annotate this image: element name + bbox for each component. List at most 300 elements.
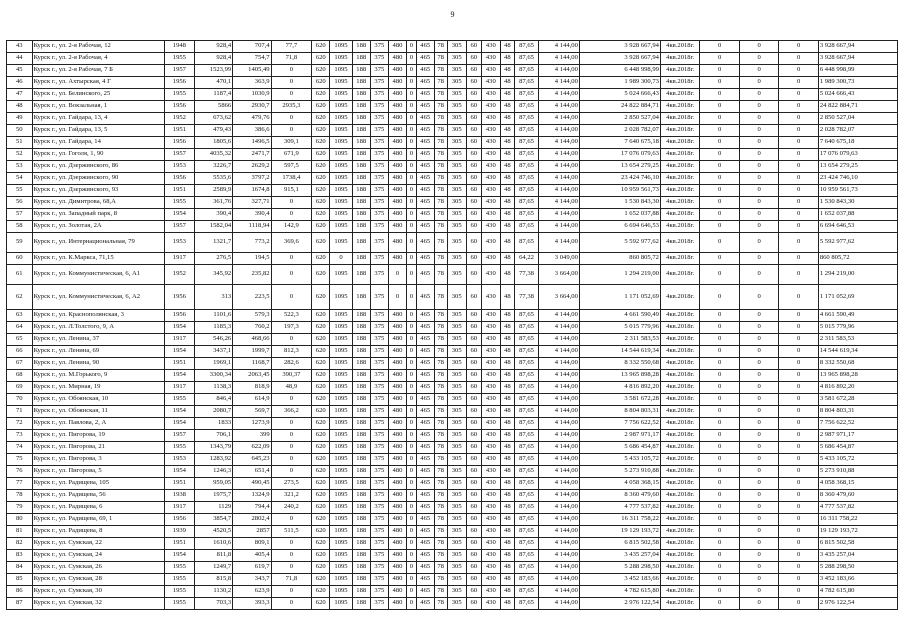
cell-k: 78 (434, 394, 447, 406)
cell-e: 1095 (330, 514, 352, 526)
cell-b: 1324,9 (233, 490, 271, 502)
cell-no: 70 (7, 394, 33, 406)
cell-n: 430 (481, 221, 500, 233)
table-row (7, 310, 898, 322)
cell-h: 480 (388, 502, 406, 514)
table-row (7, 185, 898, 197)
cell-f: 188 (352, 358, 370, 370)
cell-r: 7 756 622,52 (579, 418, 660, 430)
cell-addr: Курск г., ул. Дзержинского, 93 (32, 185, 164, 197)
cell-v: 0 (779, 125, 818, 137)
cell-e: 1095 (330, 233, 352, 253)
cell-year: 1951 (164, 478, 194, 490)
cell-w: 4 782 615,80 (818, 586, 897, 598)
cell-no: 58 (7, 221, 33, 233)
cell-no: 50 (7, 125, 33, 137)
cell-g: 375 (370, 233, 388, 253)
cell-t: 0 (700, 265, 739, 285)
cell-year: 1957 (164, 430, 194, 442)
cell-d: 620 (312, 346, 330, 358)
cell-g: 375 (370, 161, 388, 173)
cell-d: 620 (312, 41, 330, 53)
cell-o: 48 (500, 442, 514, 454)
cell-l: 305 (447, 221, 466, 233)
cell-o: 48 (500, 125, 514, 137)
cell-year: 1956 (164, 285, 194, 310)
cell-l: 305 (447, 574, 466, 586)
cell-l: 305 (447, 526, 466, 538)
cell-year: 1955 (164, 394, 194, 406)
cell-m: 60 (466, 358, 481, 370)
cell-h: 480 (388, 221, 406, 233)
cell-t: 0 (700, 221, 739, 233)
cell-l: 305 (447, 442, 466, 454)
cell-d: 620 (312, 466, 330, 478)
cell-year: 1954 (164, 209, 194, 221)
cell-q: 4 144,00 (539, 514, 580, 526)
cell-k: 78 (434, 285, 447, 310)
table-row (7, 149, 898, 161)
cell-e: 1095 (330, 538, 352, 550)
cell-no: 49 (7, 113, 33, 125)
cell-f: 188 (352, 137, 370, 149)
cell-l: 305 (447, 478, 466, 490)
cell-m: 60 (466, 442, 481, 454)
cell-addr: Курск г., ул. Ахтырская, 4 Г (32, 77, 164, 89)
cell-n: 430 (481, 89, 500, 101)
cell-p: 87,65 (514, 149, 539, 161)
cell-no: 81 (7, 526, 33, 538)
cell-k: 78 (434, 125, 447, 137)
cell-b: 479,76 (233, 113, 271, 125)
table-row (7, 334, 898, 346)
cell-year: 1951 (164, 538, 194, 550)
cell-c: 915,1 (271, 185, 312, 197)
table-row (7, 466, 898, 478)
cell-e: 1095 (330, 149, 352, 161)
cell-k: 78 (434, 514, 447, 526)
cell-c: 1738,4 (271, 173, 312, 185)
cell-r: 3 928 667,94 (579, 41, 660, 53)
cell-w: 17 076 079,63 (818, 149, 897, 161)
cell-w: 3 928 667,94 (818, 53, 897, 65)
table-row (7, 574, 898, 586)
cell-r: 1 294 219,00 (579, 265, 660, 285)
cell-l: 305 (447, 562, 466, 574)
cell-i: 0 (407, 478, 417, 490)
table-row (7, 526, 898, 538)
cell-g: 375 (370, 574, 388, 586)
table-row (7, 285, 898, 310)
cell-no: 51 (7, 137, 33, 149)
cell-f: 188 (352, 185, 370, 197)
cell-i: 0 (407, 197, 417, 209)
cell-r: 23 424 746,10 (579, 173, 660, 185)
cell-a: 345,92 (194, 265, 232, 285)
cell-no: 47 (7, 89, 33, 101)
cell-j: 465 (416, 197, 434, 209)
cell-k: 78 (434, 89, 447, 101)
cell-k: 78 (434, 346, 447, 358)
cell-no: 46 (7, 77, 33, 89)
cell-e: 1095 (330, 41, 352, 53)
cell-e: 1095 (330, 77, 352, 89)
cell-r: 13 654 279,25 (579, 161, 660, 173)
cell-h: 480 (388, 185, 406, 197)
cell-i: 0 (407, 346, 417, 358)
cell-o: 48 (500, 346, 514, 358)
cell-f: 188 (352, 209, 370, 221)
cell-year: 1953 (164, 161, 194, 173)
cell-a: 1975,7 (194, 490, 232, 502)
cell-u: 0 (739, 454, 778, 466)
cell-i: 0 (407, 370, 417, 382)
cell-t: 0 (700, 574, 739, 586)
cell-m: 60 (466, 394, 481, 406)
cell-year: 1954 (164, 550, 194, 562)
cell-q: 4 144,00 (539, 209, 580, 221)
cell-d: 620 (312, 101, 330, 113)
cell-g: 375 (370, 334, 388, 346)
cell-p: 87,65 (514, 77, 539, 89)
cell-c: 282,6 (271, 358, 312, 370)
cell-w: 4 816 892,20 (818, 382, 897, 394)
cell-m: 60 (466, 454, 481, 466)
cell-n: 430 (481, 418, 500, 430)
cell-h: 480 (388, 322, 406, 334)
cell-d: 620 (312, 137, 330, 149)
cell-v: 0 (779, 137, 818, 149)
cell-i: 0 (407, 598, 417, 610)
cell-k: 78 (434, 598, 447, 610)
cell-d: 620 (312, 574, 330, 586)
cell-s: 4кв.2018г. (660, 197, 699, 209)
table-row (7, 233, 898, 253)
cell-a: 811,8 (194, 550, 232, 562)
cell-o: 48 (500, 161, 514, 173)
cell-s: 4кв.2018г. (660, 65, 699, 77)
cell-i: 0 (407, 334, 417, 346)
cell-u: 0 (739, 370, 778, 382)
cell-k: 78 (434, 53, 447, 65)
cell-m: 60 (466, 125, 481, 137)
cell-b: 3797,2 (233, 173, 271, 185)
cell-f: 188 (352, 454, 370, 466)
cell-n: 430 (481, 253, 500, 265)
cell-t: 0 (700, 113, 739, 125)
cell-l: 305 (447, 550, 466, 562)
cell-j: 465 (416, 406, 434, 418)
cell-i: 0 (407, 550, 417, 562)
cell-s: 4кв.2018г. (660, 550, 699, 562)
table-row (7, 253, 898, 265)
cell-j: 465 (416, 101, 434, 113)
cell-d: 620 (312, 502, 330, 514)
cell-d: 620 (312, 197, 330, 209)
cell-no: 74 (7, 442, 33, 454)
cell-t: 0 (700, 285, 739, 310)
cell-h: 480 (388, 101, 406, 113)
cell-q: 4 144,00 (539, 334, 580, 346)
cell-e: 1095 (330, 466, 352, 478)
cell-l: 305 (447, 209, 466, 221)
cell-u: 0 (739, 394, 778, 406)
cell-i: 0 (407, 418, 417, 430)
cell-c: 71,8 (271, 53, 312, 65)
cell-q: 4 144,00 (539, 454, 580, 466)
cell-i: 0 (407, 221, 417, 233)
cell-l: 305 (447, 310, 466, 322)
cell-f: 188 (352, 101, 370, 113)
cell-no: 76 (7, 466, 33, 478)
cell-b: 794,4 (233, 502, 271, 514)
cell-j: 465 (416, 490, 434, 502)
cell-h: 480 (388, 149, 406, 161)
cell-a: 4035,32 (194, 149, 232, 161)
cell-no: 72 (7, 418, 33, 430)
cell-k: 78 (434, 41, 447, 53)
cell-v: 0 (779, 161, 818, 173)
cell-s: 4кв.2018г. (660, 209, 699, 221)
cell-u: 0 (739, 358, 778, 370)
cell-g: 375 (370, 490, 388, 502)
cell-r: 1 989 300,73 (579, 77, 660, 89)
table-row (7, 161, 898, 173)
cell-f: 188 (352, 526, 370, 538)
cell-p: 87,65 (514, 574, 539, 586)
cell-o: 48 (500, 514, 514, 526)
cell-n: 430 (481, 265, 500, 285)
table-row (7, 125, 898, 137)
cell-k: 78 (434, 478, 447, 490)
cell-s: 4кв.2018г. (660, 370, 699, 382)
cell-v: 0 (779, 574, 818, 586)
cell-t: 0 (700, 358, 739, 370)
cell-v: 0 (779, 382, 818, 394)
cell-no: 43 (7, 41, 33, 53)
cell-f: 188 (352, 285, 370, 310)
cell-year: 1956 (164, 101, 194, 113)
cell-c: 0 (271, 430, 312, 442)
cell-r: 1 530 843,30 (579, 197, 660, 209)
cell-p: 87,65 (514, 221, 539, 233)
cell-h: 480 (388, 77, 406, 89)
cell-a: 390,4 (194, 209, 232, 221)
cell-i: 0 (407, 137, 417, 149)
cell-n: 430 (481, 310, 500, 322)
cell-p: 87,65 (514, 526, 539, 538)
cell-c: 0 (271, 562, 312, 574)
cell-o: 48 (500, 265, 514, 285)
cell-p: 87,65 (514, 406, 539, 418)
cell-u: 0 (739, 574, 778, 586)
cell-j: 465 (416, 265, 434, 285)
cell-i: 0 (407, 310, 417, 322)
cell-o: 48 (500, 526, 514, 538)
cell-a: 3437,1 (194, 346, 232, 358)
cell-s: 4кв.2018г. (660, 265, 699, 285)
cell-j: 465 (416, 209, 434, 221)
cell-v: 0 (779, 514, 818, 526)
cell-l: 305 (447, 53, 466, 65)
cell-e: 1095 (330, 310, 352, 322)
cell-v: 0 (779, 77, 818, 89)
cell-s: 4кв.2018г. (660, 125, 699, 137)
cell-s: 4кв.2018г. (660, 322, 699, 334)
cell-i: 0 (407, 149, 417, 161)
cell-b: 490,45 (233, 478, 271, 490)
table-row (7, 346, 898, 358)
cell-j: 465 (416, 233, 434, 253)
cell-b: 327,71 (233, 197, 271, 209)
cell-e: 1095 (330, 101, 352, 113)
cell-u: 0 (739, 430, 778, 442)
cell-t: 0 (700, 53, 739, 65)
cell-t: 0 (700, 394, 739, 406)
cell-k: 78 (434, 209, 447, 221)
cell-h: 480 (388, 442, 406, 454)
cell-g: 375 (370, 185, 388, 197)
cell-e: 1095 (330, 574, 352, 586)
cell-e: 1095 (330, 65, 352, 77)
cell-r: 8 360 479,60 (579, 490, 660, 502)
cell-o: 48 (500, 370, 514, 382)
cell-c: 321,2 (271, 490, 312, 502)
cell-g: 375 (370, 454, 388, 466)
cell-year: 1955 (164, 197, 194, 209)
cell-addr: Курск г., ул. Ленина, 90 (32, 358, 164, 370)
cell-i: 0 (407, 502, 417, 514)
cell-q: 4 144,00 (539, 113, 580, 125)
cell-n: 430 (481, 101, 500, 113)
cell-no: 79 (7, 502, 33, 514)
cell-c: 0 (271, 538, 312, 550)
cell-addr: Курск г., ул. 2-я Рабочая, 7 Б (32, 65, 164, 77)
cell-r: 6 694 646,53 (579, 221, 660, 233)
cell-t: 0 (700, 41, 739, 53)
table-row (7, 65, 898, 77)
cell-f: 188 (352, 382, 370, 394)
cell-a: 846,4 (194, 394, 232, 406)
cell-d: 620 (312, 562, 330, 574)
cell-no: 85 (7, 574, 33, 586)
cell-u: 0 (739, 113, 778, 125)
cell-n: 430 (481, 574, 500, 586)
cell-n: 430 (481, 285, 500, 310)
cell-w: 8 804 803,31 (818, 406, 897, 418)
cell-c: 0 (271, 253, 312, 265)
cell-o: 48 (500, 358, 514, 370)
cell-p: 77,38 (514, 265, 539, 285)
cell-a: 1185,3 (194, 322, 232, 334)
cell-addr: Курск г., ул. Радищева, 8 (32, 526, 164, 538)
cell-f: 188 (352, 346, 370, 358)
cell-u: 0 (739, 173, 778, 185)
cell-u: 0 (739, 65, 778, 77)
cell-f: 188 (352, 89, 370, 101)
cell-j: 465 (416, 125, 434, 137)
cell-v: 0 (779, 502, 818, 514)
cell-j: 465 (416, 394, 434, 406)
cell-t: 0 (700, 322, 739, 334)
cell-q: 4 144,00 (539, 418, 580, 430)
cell-p: 87,65 (514, 502, 539, 514)
cell-h: 480 (388, 454, 406, 466)
cell-h: 480 (388, 514, 406, 526)
cell-l: 305 (447, 418, 466, 430)
cell-k: 78 (434, 550, 447, 562)
cell-w: 4 058 368,15 (818, 478, 897, 490)
cell-addr: Курск г., ул. Дзержинского, 86 (32, 161, 164, 173)
cell-h: 480 (388, 53, 406, 65)
cell-h: 480 (388, 478, 406, 490)
cell-g: 375 (370, 77, 388, 89)
table-row (7, 221, 898, 233)
cell-v: 0 (779, 253, 818, 265)
cell-w: 3 581 672,28 (818, 394, 897, 406)
cell-n: 430 (481, 478, 500, 490)
cell-m: 60 (466, 382, 481, 394)
cell-r: 5 686 454,87 (579, 442, 660, 454)
cell-p: 87,65 (514, 233, 539, 253)
cell-o: 48 (500, 430, 514, 442)
cell-g: 375 (370, 101, 388, 113)
cell-f: 188 (352, 310, 370, 322)
cell-q: 4 144,00 (539, 221, 580, 233)
cell-t: 0 (700, 334, 739, 346)
cell-g: 375 (370, 418, 388, 430)
cell-m: 60 (466, 265, 481, 285)
cell-l: 305 (447, 65, 466, 77)
cell-m: 60 (466, 406, 481, 418)
cell-l: 305 (447, 430, 466, 442)
cell-w: 5 273 910,88 (818, 466, 897, 478)
cell-p: 87,65 (514, 125, 539, 137)
cell-d: 620 (312, 221, 330, 233)
table-row (7, 173, 898, 185)
cell-k: 78 (434, 221, 447, 233)
cell-m: 60 (466, 285, 481, 310)
cell-i: 0 (407, 514, 417, 526)
cell-m: 60 (466, 113, 481, 125)
cell-l: 305 (447, 89, 466, 101)
cell-d: 620 (312, 442, 330, 454)
cell-h: 480 (388, 394, 406, 406)
cell-c: 0 (271, 598, 312, 610)
cell-e: 1095 (330, 442, 352, 454)
cell-l: 305 (447, 265, 466, 285)
cell-r: 13 965 898,28 (579, 370, 660, 382)
cell-v: 0 (779, 113, 818, 125)
cell-no: 52 (7, 149, 33, 161)
cell-s: 4кв.2018г. (660, 406, 699, 418)
cell-f: 188 (352, 586, 370, 598)
cell-c: 0 (271, 65, 312, 77)
cell-f: 188 (352, 430, 370, 442)
cell-t: 0 (700, 233, 739, 253)
cell-s: 4кв.2018г. (660, 77, 699, 89)
cell-a: 1187,4 (194, 89, 232, 101)
cell-g: 375 (370, 370, 388, 382)
cell-t: 0 (700, 346, 739, 358)
cell-k: 78 (434, 490, 447, 502)
cell-q: 4 144,00 (539, 598, 580, 610)
table-row (7, 113, 898, 125)
cell-r: 1 652 037,88 (579, 209, 660, 221)
cell-p: 77,38 (514, 285, 539, 310)
cell-g: 375 (370, 137, 388, 149)
cell-v: 0 (779, 442, 818, 454)
